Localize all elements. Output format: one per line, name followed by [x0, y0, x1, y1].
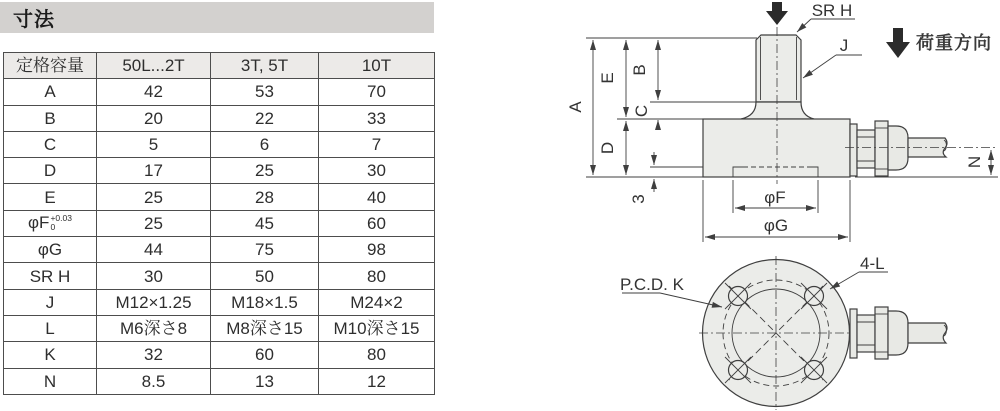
stud-outline: [756, 35, 801, 102]
dim-label-e: E: [598, 72, 617, 84]
cell-value: 32: [97, 342, 211, 368]
table-row: [4, 263, 435, 289]
cell-value: 60: [319, 210, 435, 236]
row-label: K: [4, 342, 97, 368]
j-label: J: [839, 36, 849, 55]
column-header-capacity: 定格容量: [4, 53, 97, 79]
cell-value: 33: [319, 105, 435, 131]
cell-value: 80: [319, 342, 435, 368]
cell-value: 17: [97, 158, 211, 184]
cell-value: 30: [319, 158, 435, 184]
cell-value: 80: [319, 263, 435, 289]
row-label: A: [4, 79, 97, 105]
dim-label-a: A: [566, 101, 585, 113]
cell-value: 30: [97, 263, 211, 289]
cell-value: 8.5: [97, 368, 211, 394]
dim-label-b: B: [630, 64, 649, 76]
table-row: [4, 210, 435, 236]
pcd-k-callout: [620, 275, 722, 307]
table-row: [4, 79, 435, 105]
cell-value: 42: [97, 79, 211, 105]
cable-gland-bottom: [850, 307, 947, 359]
side-view: [566, 1, 998, 242]
column-header-10t: 10T: [319, 53, 435, 79]
four-l-callout: [830, 254, 888, 289]
cable-bottom: [908, 323, 947, 343]
cell-value: 22: [211, 105, 319, 131]
table-row: [4, 237, 435, 263]
cell-value: 12: [319, 368, 435, 394]
cell-value: 60: [211, 342, 319, 368]
cell-value: 6: [211, 131, 319, 157]
table-row: [4, 158, 435, 184]
table-header-row: [4, 53, 435, 79]
tolerance: +0.03 0: [50, 212, 72, 232]
cell-value: 75: [211, 237, 319, 263]
load-direction-arrow-icon: [886, 28, 910, 58]
row-label: φF +0.03 0: [4, 210, 97, 236]
cell-value: M8深さ15: [211, 315, 319, 341]
dim-label-n: N: [965, 155, 984, 169]
table-row: [4, 315, 435, 341]
bottom-view: [620, 254, 947, 410]
cell-value: M10深さ15: [319, 315, 435, 341]
table-row: [4, 184, 435, 210]
body-outline: [703, 119, 850, 177]
table-row: [4, 368, 435, 394]
dim-label-phi-f: φF: [764, 188, 786, 207]
load-direction-label: 荷重方向: [916, 33, 992, 53]
row-label: D: [4, 158, 97, 184]
table-row: [4, 342, 435, 368]
column-header-50l-2t: 50L...2T: [97, 53, 211, 79]
row-label: φG: [4, 237, 97, 263]
cell-value: 45: [211, 210, 319, 236]
sr-h-callout: [797, 1, 855, 32]
cell-value: 44: [97, 237, 211, 263]
cell-value: 5: [97, 131, 211, 157]
cell-value: 28: [211, 184, 319, 210]
cell-value: M12×1.25: [97, 289, 211, 315]
cell-value: 40: [319, 184, 435, 210]
row-label: E: [4, 184, 97, 210]
row-label: N: [4, 368, 97, 394]
dim-label-phi-g: φG: [763, 216, 789, 235]
table-row: [4, 131, 435, 157]
four-l-label: 4-L: [860, 254, 885, 273]
column-header-3t-5t: 3T, 5T: [211, 53, 319, 79]
cell-value: 20: [97, 105, 211, 131]
cable-gland-side: [850, 121, 947, 176]
j-callout: [803, 36, 862, 78]
dimension-table: [3, 52, 435, 395]
sr-h-label: SR H: [811, 1, 853, 20]
row-label: L: [4, 315, 97, 341]
dimension-table-body: [4, 79, 435, 395]
cell-value: M18×1.5: [211, 289, 319, 315]
dim-label-c: C: [632, 104, 651, 118]
cell-value: 25: [211, 158, 319, 184]
row-label: SR H: [4, 263, 97, 289]
cell-value: 13: [211, 368, 319, 394]
row-label: B: [4, 105, 97, 131]
cell-value: 50: [211, 263, 319, 289]
stud-fillet: [741, 102, 814, 119]
cell-value: 53: [211, 79, 319, 105]
dim-label-3: 3: [629, 194, 648, 204]
technical-drawing: [555, 0, 1000, 411]
cell-value: 25: [97, 210, 211, 236]
cell-value: M24×2: [319, 289, 435, 315]
section-title: 寸法: [13, 9, 55, 31]
row-label: C: [4, 131, 97, 157]
section-title-bar: [0, 2, 434, 33]
load-arrow-icon: [766, 2, 788, 25]
load-direction: [886, 28, 992, 58]
cell-value: 25: [97, 184, 211, 210]
cell-value: 70: [319, 79, 435, 105]
cell-value: 7: [319, 131, 435, 157]
pcd-k-label: P.C.D. K: [620, 275, 684, 294]
cell-value: M6深さ8: [97, 315, 211, 341]
table-row: [4, 105, 435, 131]
table-row: [4, 289, 435, 315]
row-label: J: [4, 289, 97, 315]
cell-value: 98: [319, 237, 435, 263]
dim-label-d: D: [598, 141, 617, 155]
